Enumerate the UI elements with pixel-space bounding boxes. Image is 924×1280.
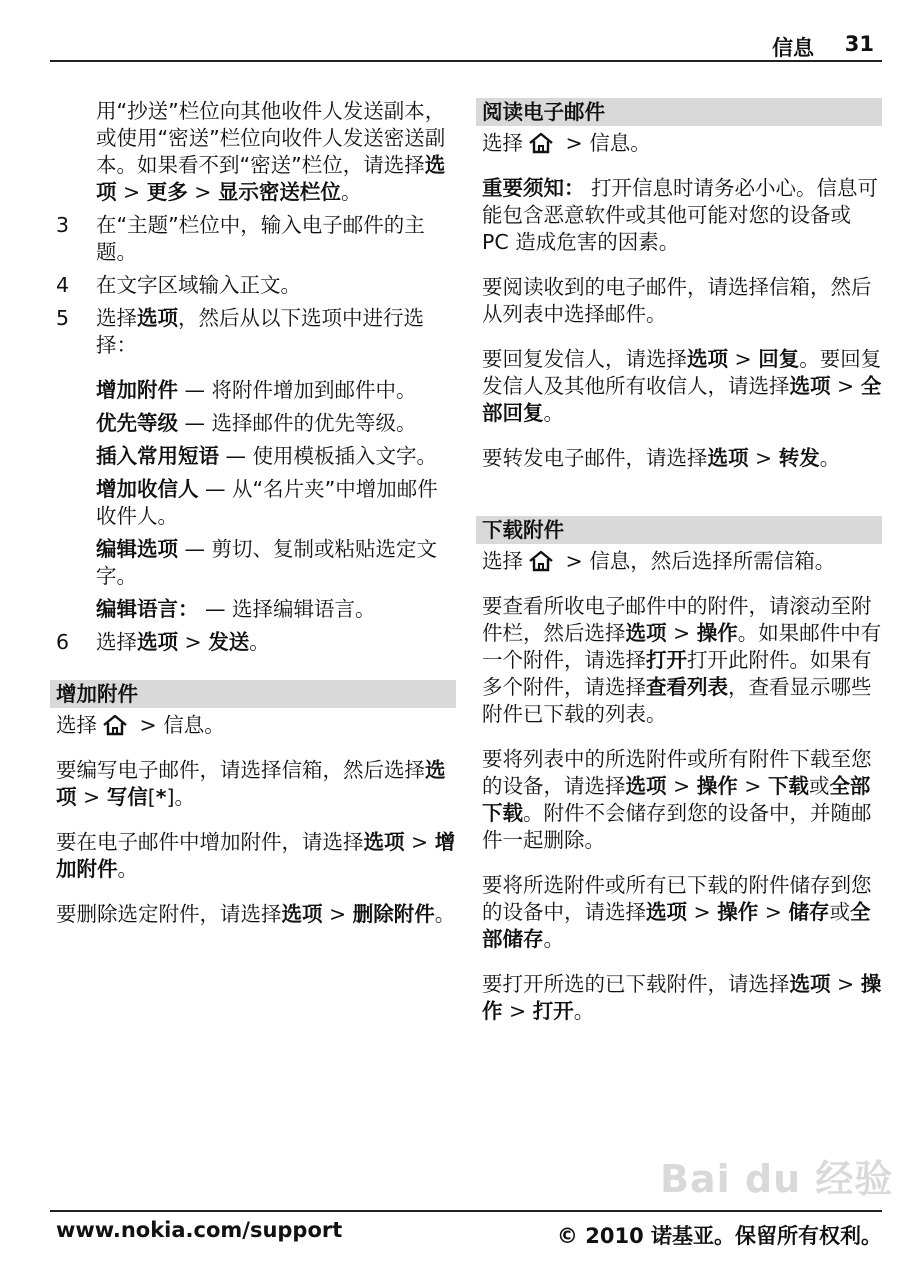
- bold-term: 写信: [106, 785, 148, 809]
- select-pre: 选择: [482, 131, 523, 155]
- bold-term: 选项: [56, 758, 446, 809]
- text-run: >: [666, 621, 697, 645]
- page-header: [50, 28, 882, 62]
- text-run: >: [187, 180, 218, 204]
- bold-term: 全部储存: [482, 900, 871, 951]
- option-name: 编辑选项: [96, 537, 178, 561]
- text-run: 。: [819, 446, 841, 470]
- options-term: 选项: [137, 306, 178, 330]
- watermark-text: Bai du 经验: [660, 1157, 894, 1201]
- bold-term: 转发: [778, 446, 820, 470]
- bold-term: 选项: [789, 374, 831, 398]
- compose-paragraph: [56, 757, 456, 811]
- section-heading-add-attachment: 增加附件: [50, 680, 456, 708]
- bold-term: 选项: [625, 774, 667, 798]
- text-run: 要删除选定附件，请选择: [56, 902, 282, 926]
- page-number: 31: [844, 32, 874, 56]
- text-run: 。: [340, 180, 362, 204]
- step-number: 6: [56, 630, 70, 654]
- text-run: >: [737, 774, 768, 798]
- step-text-post: ，然后从以下选项中进行选择：: [96, 306, 424, 357]
- step-5: [56, 305, 456, 359]
- bold-term: 选项: [707, 446, 749, 470]
- text-run: 要转发电子邮件，请选择: [482, 446, 708, 470]
- text-run: 。: [434, 902, 456, 926]
- step-6: [56, 629, 456, 656]
- step-4: [56, 272, 456, 299]
- bold-term: 操作: [717, 900, 759, 924]
- text-run: 或: [808, 774, 830, 798]
- bold-term: 选项: [687, 347, 728, 371]
- text-run: >: [687, 900, 718, 924]
- option-desc: — 使用模板插入文字。: [219, 444, 438, 468]
- add-attachment-paragraph: [56, 829, 456, 883]
- step-3: [56, 212, 456, 266]
- bold-term: *: [155, 785, 167, 809]
- right-column: [482, 98, 882, 1031]
- bold-term: 重要须知：: [482, 176, 585, 200]
- text-run: 打开此附件。如果有多个附件，请选择: [482, 648, 872, 699]
- text-run: 要将列表中的所选附件或所有附件下载至您的设备，请选择: [482, 747, 872, 798]
- text-run: >: [728, 347, 759, 371]
- copyright: © 2010 诺基亚。保留所有权利。: [556, 1224, 882, 1248]
- step-number: 4: [56, 273, 70, 297]
- option-name: 增加附件: [96, 378, 178, 402]
- step-text: 在文字区域输入正文。: [96, 273, 301, 297]
- bold-term: 回复: [758, 347, 800, 371]
- text-run: 。: [543, 401, 564, 425]
- option-add-recipient: [56, 476, 456, 530]
- bold-term: 打开: [646, 648, 687, 672]
- bold-term: 全部下载: [482, 774, 871, 825]
- option-desc: — 从“名片夹”中增加邮件收件人。: [96, 477, 438, 528]
- step-text-pre: 选择: [96, 306, 137, 330]
- read-paragraph: [482, 274, 882, 328]
- section-heading-read-email: 阅读电子邮件: [476, 98, 882, 126]
- text-run: >: [666, 774, 697, 798]
- text-run: >: [404, 830, 435, 854]
- select-path: [56, 712, 456, 739]
- select-pre: 选择: [482, 549, 523, 573]
- text-run: 要将所选附件或所有已下载的附件储存到您的设备中，请选择: [482, 873, 872, 924]
- bold-term: 储存: [788, 900, 830, 924]
- text-run: >: [322, 902, 353, 926]
- text-run: >: [502, 999, 533, 1023]
- option-add-attachment: [56, 377, 456, 404]
- send-term: 发送: [208, 630, 250, 654]
- text-run: 打开信息时请务必小心。信息可能包含恶意软件或其他可能对您的设备或 PC 造成危害的因素。: [482, 176, 879, 254]
- text-run: 。: [117, 857, 138, 881]
- option-edit-language: [56, 596, 456, 623]
- home-icon: [101, 714, 129, 736]
- option-name: 插入常用短语: [96, 444, 219, 468]
- option-insert-phrase: [56, 443, 456, 470]
- text-run: >: [830, 972, 861, 996]
- bold-term: 选项: [625, 621, 667, 645]
- bold-term: 增加附件: [56, 830, 456, 881]
- forward-paragraph: [482, 445, 882, 472]
- step-text: 在“主题”栏位中，输入电子邮件的主题。: [96, 213, 425, 264]
- section-heading-download-attachment: 下载附件: [476, 516, 882, 544]
- text-run: 要打开所选的已下载附件，请选择: [482, 972, 790, 996]
- text-run: 。: [543, 927, 564, 951]
- text-run: 。附件不会储存到您的设备中，并随邮件一起删除。: [482, 801, 872, 852]
- text-run: ]。: [166, 785, 195, 809]
- step-number: 5: [56, 306, 70, 330]
- step-text-post: 。: [249, 630, 270, 654]
- step-text-pre: 选择: [96, 630, 137, 654]
- text-run: >: [758, 900, 789, 924]
- open-paragraph: [482, 971, 882, 1025]
- left-column: [56, 98, 456, 934]
- text-run: ，查看显示哪些附件已下载的列表。: [482, 675, 872, 726]
- text-run: 要编写电子邮件，请选择信箱，然后选择: [56, 758, 425, 782]
- delete-attachment-paragraph: [56, 901, 456, 928]
- baidu-watermark: [660, 1148, 893, 1203]
- text-run: 或: [829, 900, 850, 924]
- select-post: > 信息，然后选择所需信箱。: [559, 549, 836, 573]
- bold-term: 选项: [363, 830, 405, 854]
- bold-term: 显示密送栏位: [217, 180, 341, 204]
- bold-term: 选项: [646, 900, 687, 924]
- text-run: 用“抄送”栏位向其他收件人发送副本，或使用“密送”栏位向收件人发送密送副本。如果看不到“密送”栏位，请选择: [96, 99, 446, 177]
- save-paragraph: [482, 872, 882, 953]
- bold-term: 选项: [281, 902, 323, 926]
- option-name: 增加收信人: [96, 477, 199, 501]
- view-attachment-paragraph: [482, 593, 882, 728]
- option-desc: — 选择邮件的优先等级。: [178, 411, 417, 435]
- option-desc: — 选择编辑语言。: [198, 597, 376, 621]
- options-term: 选项: [137, 630, 178, 654]
- step-number: 3: [56, 213, 70, 237]
- bold-term: 删除附件: [352, 902, 435, 926]
- warning-paragraph: [482, 175, 882, 256]
- text-run: >: [76, 785, 107, 809]
- bold-term: 操作: [482, 972, 882, 1023]
- text-run: 要阅读收到的电子邮件，请选择信箱，然后从列表中选择邮件。: [482, 275, 872, 326]
- cc-bcc-paragraph: [56, 98, 456, 206]
- bold-term: 查看列表: [646, 675, 728, 699]
- text-run: >: [748, 446, 779, 470]
- bold-term: 更多: [146, 180, 188, 204]
- text-run: 。如果邮件中有一个附件，请选择: [482, 621, 882, 672]
- option-desc: — 将附件增加到邮件中。: [178, 378, 417, 402]
- support-url: www.nokia.com/support: [56, 1218, 343, 1242]
- bold-term: 打开: [532, 999, 574, 1023]
- bold-term: 操作: [696, 621, 738, 645]
- option-priority: [56, 410, 456, 437]
- home-icon: [527, 550, 555, 572]
- bold-term: 全部回复: [482, 374, 882, 425]
- bold-term: 选项: [96, 153, 446, 204]
- text-run: 要回复发信人，请选择: [482, 347, 687, 371]
- text-run: 。: [573, 999, 595, 1023]
- select-pre: 选择: [56, 713, 97, 737]
- option-name: 编辑语言：: [96, 597, 199, 621]
- text-run: >: [116, 180, 147, 204]
- bold-term: 操作: [696, 774, 738, 798]
- text-run: 要在电子邮件中增加附件，请选择: [56, 830, 364, 854]
- separator: >: [178, 630, 209, 654]
- select-post: > 信息。: [133, 713, 225, 737]
- text-run: >: [830, 374, 861, 398]
- page-footer: [50, 1210, 882, 1262]
- reply-paragraph: [482, 346, 882, 427]
- section-title: 信息: [772, 36, 814, 60]
- text-run: [: [147, 785, 156, 809]
- select-path: [482, 548, 882, 575]
- bold-term: 下载: [767, 774, 809, 798]
- option-name: 优先等级: [96, 411, 178, 435]
- option-edit-options: [56, 536, 456, 590]
- option-desc: — 剪切、复制或粘贴选定文字。: [96, 537, 438, 588]
- text-run: 。要回复发信人及其他所有收信人，请选择: [482, 347, 882, 398]
- select-path: [482, 130, 882, 157]
- select-post: > 信息。: [559, 131, 651, 155]
- bold-term: 选项: [789, 972, 831, 996]
- home-icon: [527, 132, 555, 154]
- text-run: 要查看所收电子邮件中的附件，请滚动至附件栏，然后选择: [482, 594, 872, 645]
- download-paragraph: [482, 746, 882, 854]
